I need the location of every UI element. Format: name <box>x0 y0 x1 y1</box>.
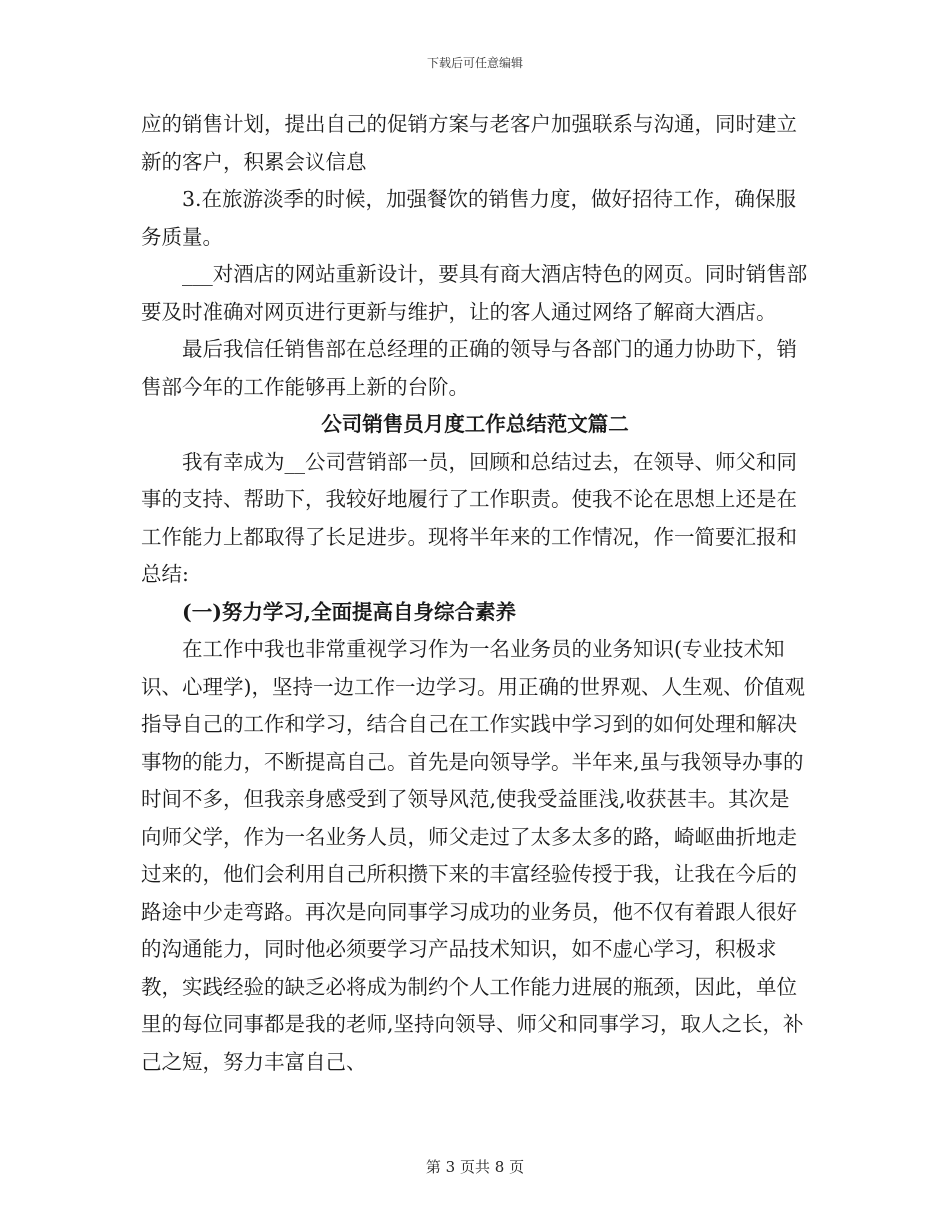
subheading: (一)努力学习,全面提高自身综合素养 <box>182 599 517 624</box>
paragraph-intro: 我有幸成为__公司营销部一员，回顾和总结过去，在领导、师父和同事的支持、帮助下，我较好地履行了工作职责。使我不论在思想上还是在工作能力上都取得了长足进步。现将半年来的工作情况，作一简要汇报和总结: <box>141 449 797 586</box>
paragraph-item-3: 3.在旅游淡季的时候，加强餐饮的销售力度，做好招待工作，确保服务质量。 <box>141 187 797 249</box>
page-footer: 第 3 页共 8 页 <box>425 1158 525 1176</box>
paragraph-learning: 在工作中我也非常重视学习作为一名业务员的业务知识(专业技术知识、心理学)，坚持一边工作一边学习。用正确的世界观、人生观、价值观指导自己的工作和学习，结合自己在工作实践中学习到的如何处理和解决事物的能力，不断提高自己。首先是向领导学。半年来,虽与我领导办事的时间不多，但我亲身感受到了领导风范,使我受益匪浅,收获甚丰。其次是向师父学，作为一名业务人员，师父走过了太多太多的路，崎岖曲折地走过来的，他们会利用自己所积攒下来的丰富经验传授于我，让我在今后的路途中少走弯路。再次是向同事学习成功的业务员，他不仅有着跟人很好的沟通能力，同时他必须要学习产品技术知识，如不虚心学习，积极求教，实践经验的缺乏必将成为制约个人工作能力进展的瓶颈，因此，单位里的每位同事都是我的老师,坚持向领导、师父和同事学习，取人之长，补己之短，努力丰富自己、 <box>141 637 805 1074</box>
paragraph-closing: 最后我信任销售部在总经理的正确的领导与各部门的通力协助下，销售部今年的工作能够再上新的台阶。 <box>141 337 797 399</box>
section-title: 公司销售员月度工作总结范文篇二 <box>321 412 629 436</box>
paragraph-website: ___对酒店的网站重新设计，要具有商大酒店特色的网页。同时销售部要及时准确对网页进行更新与维护，让的客人通过网络了解商大酒店。 <box>141 262 808 324</box>
paragraph-continuation: 应的销售计划，提出自己的促销方案与老客户加强联系与沟通，同时建立新的客户，积累会议信息 <box>141 112 797 174</box>
page-content <box>141 106 809 1081</box>
page-header: 下载后可任意编辑 <box>426 56 523 70</box>
